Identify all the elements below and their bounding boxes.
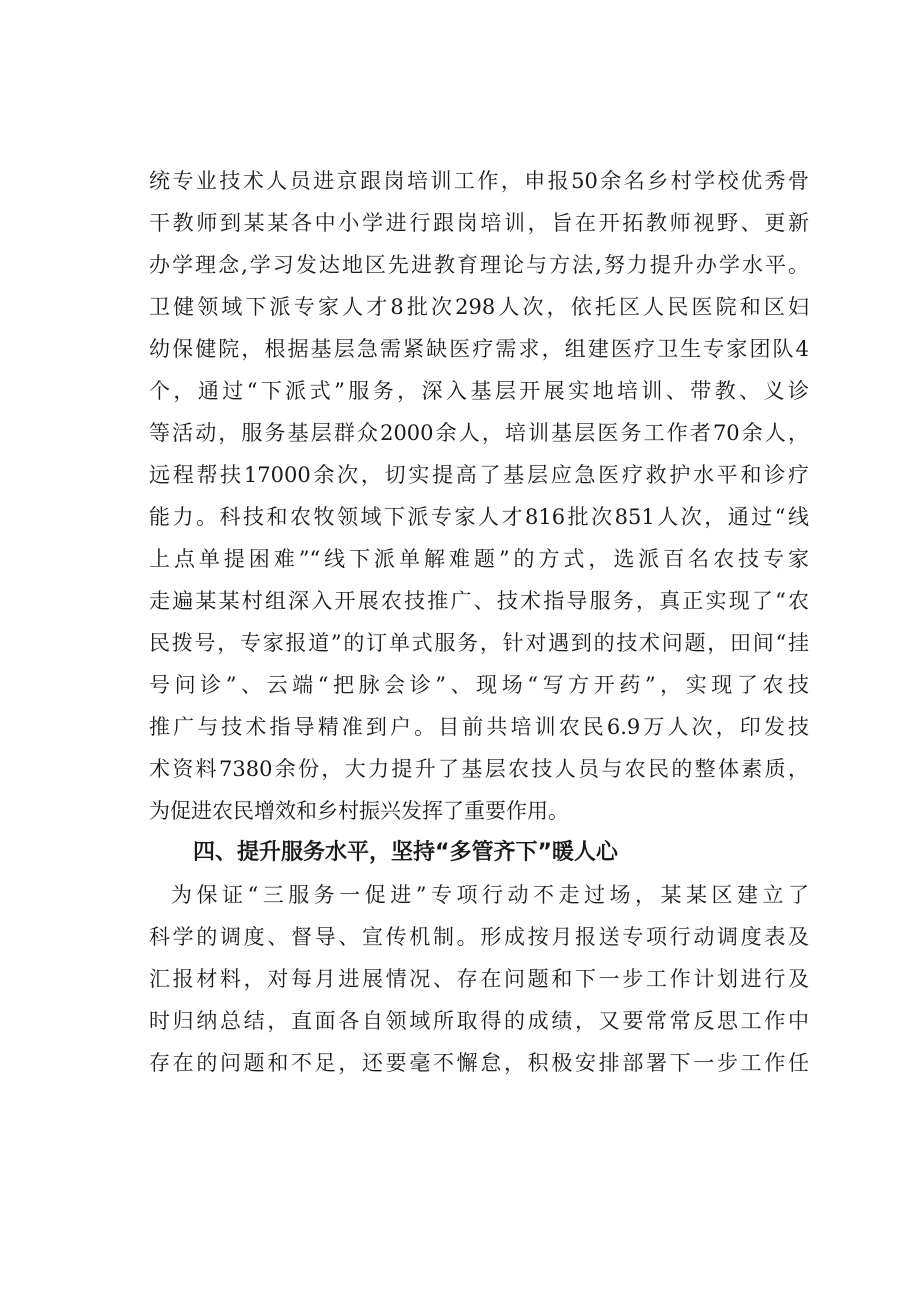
- paragraph-line: 上点单提困难”“线下派单解难题”的方式，选派百名农技专家: [149, 547, 809, 571]
- document-body: [149, 160, 809, 1084]
- paragraph-line: 能力。科技和农牧领域下派专家人才816批次851人次，通过“线: [149, 505, 809, 529]
- paragraph-line: 等活动，服务基层群众2000余人，培训基层医务工作者70余人，: [149, 421, 809, 445]
- paragraph-line: 幼保健院，根据基层急需紧缺医疗需求，组建医疗卫生专家团队4: [149, 337, 809, 361]
- paragraph-line: 远程帮扶17000余次，切实提高了基层应急医疗救护水平和诊疗: [149, 463, 809, 487]
- paragraph-line: 汇报材料，对每月进展情况、存在问题和下一步工作计划进行及: [149, 967, 809, 991]
- paragraph-line: 走遍某某村组深入开展农技推广、技术指导服务，真正实现了“农: [149, 589, 809, 613]
- paragraph-line: 科学的调度、督导、宣传机制。形成按月报送专项行动调度表及: [149, 925, 809, 949]
- paragraph-line: 干教师到某某各中小学进行跟岗培训，旨在开拓教师视野、更新: [149, 211, 809, 235]
- paragraph-line: 统专业技术人员进京跟岗培训工作，申报50余名乡村学校优秀骨: [149, 169, 809, 193]
- paragraph-line: 为促进农民增效和乡村振兴发挥了重要作用。: [149, 799, 569, 823]
- section-heading: 四、提升服务水平，坚持“多管齐下”暖人心: [193, 840, 618, 865]
- paragraph-line: 为保证“三服务一促进”专项行动不走过场，某某区建立了: [171, 883, 809, 907]
- paragraph-line: 时归纳总结，直面各自领域所取得的成绩，又要常常反思工作中: [149, 1009, 809, 1033]
- paragraph-line: 卫健领域下派专家人才8批次298人次，依托区人民医院和区妇: [149, 295, 809, 319]
- paragraph-line: 民拨号，专家报道”的订单式服务，针对遇到的技术问题，田间“挂: [149, 631, 809, 655]
- paragraph-line: 术资料7380余份，大力提升了基层农技人员与农民的整体素质，: [149, 757, 809, 781]
- paragraph-line: 号问诊”、云端“把脉会诊”、现场“写方开药”，实现了农技: [149, 673, 809, 697]
- paragraph-line: 办学理念,学习发达地区先进教育理论与方法,努力提升办学水平。: [149, 253, 809, 277]
- paragraph-line: 存在的问题和不足，还要毫不懈怠，积极安排部署下一步工作任: [149, 1051, 809, 1075]
- paragraph-line: 个，通过“下派式”服务，深入基层开展实地培训、带教、义诊: [149, 379, 809, 403]
- paragraph-line: 推广与技术指导精准到户。目前共培训农民6.9万人次，印发技: [149, 715, 809, 739]
